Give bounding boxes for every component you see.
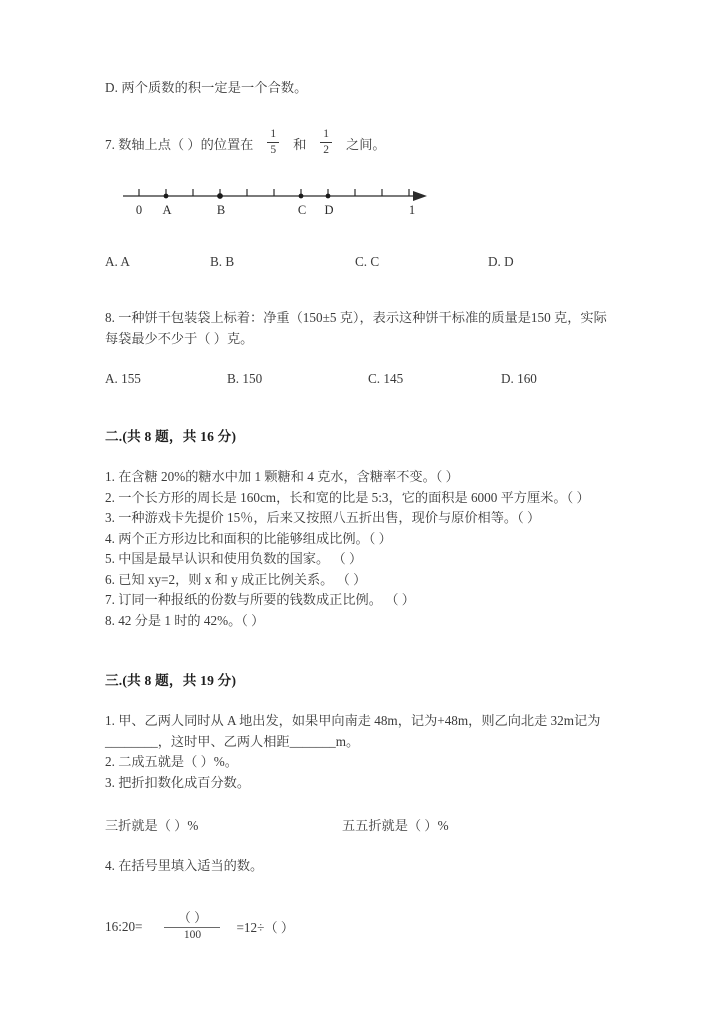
q6-option-d: D. 两个质数的积一定是一个合数。 [105,80,308,95]
section-2-heading: 二.(共 8 题，共 16 分) [105,429,237,444]
spacer [105,631,617,669]
q8-option-b[interactable]: B. 150 [227,371,263,386]
fraction-numerator: 1 [320,128,332,142]
q7-options-row [105,254,617,270]
number-line-svg [117,180,437,230]
section-2-item-7: 7. 订同一种报纸的份数与所要的钱数成正比例。 （ ） [105,592,415,607]
q7-option-a[interactable]: A. A [105,254,130,269]
spacer [105,834,617,856]
axis-labels [136,203,415,217]
spacer [105,158,617,180]
point-a-dot [164,194,169,199]
q8-stem: 8. 一种饼干包装袋上标着：净重（150±5 克），表示这种饼干标准的质量是150 克，实际每袋最少不少于（ ）克。 [105,310,607,346]
equation-left: 16:20= [105,918,143,934]
spacer [105,98,617,128]
section-2-item-4: 4. 两个正方形边比和面积的比能够组成比例。（ ） [105,530,392,546]
q7-stem-after: 之间。 [346,136,386,152]
section-2-item-5: 5. 中国是最早认识和使用负数的国家。 （ ） [105,551,363,566]
point-d-dot [326,194,331,199]
spacer [105,445,617,467]
worksheet-content [105,78,617,947]
section-3-item-2: 2. 二成五就是（ ）%。 [105,754,238,769]
section-2-item-3: 3. 一种游戏卡先提价 15％，后来又按照八五折出售，现价与原价相等。（ ） [105,510,541,525]
axis-arrow-icon [413,191,427,201]
spacer [105,793,617,815]
section-3-item-1: 1. 甲、乙两人同时从 A 地出发，如果甲向南走 48m，记为+48m，则乙向北走 32m记为________，这时甲、乙两人相距_______m。 [105,713,601,749]
fraction-denominator: 5 [270,143,277,156]
label-1: 1 [408,203,416,217]
q7-stem-row [105,128,617,158]
spacer [105,232,617,254]
equation-fraction [164,911,220,941]
equation-fraction-denominator: 100 [183,928,202,941]
q7-option-b[interactable]: B. B [210,254,235,269]
discount-fifty-five: 五五折就是（ ）% [342,818,449,833]
section-2-item-6: 6. 已知 xy=2，则 x 和 y 成正比例关系。 （ ） [105,571,367,587]
q8-option-d[interactable]: D. 160 [501,371,537,386]
q8-option-c[interactable]: C. 145 [368,371,404,386]
q7-fraction-one-half [320,128,332,156]
label-0: 0 [135,203,143,217]
fraction-numerator: 1 [267,128,279,142]
label-a: A [162,203,172,217]
section-2-item-2: 2. 一个长方形的周长是 160cm，长和宽的比是 5:3，它的面积是 6000 平方厘米。（ ） [105,489,590,505]
equation-right: =12÷（ ） [236,920,295,935]
discount-three-tenths: 三折就是（ ）% [105,818,199,833]
q7-option-c[interactable]: C. C [355,254,380,269]
section-3-item-3: 3. 把折扣数化成百分数。 [105,774,251,790]
spacer [105,349,617,371]
q7-stem-before: 7. 数轴上点（ ）的位置在 [105,136,254,152]
fraction-denominator: 2 [323,143,330,156]
section-2-item-1: 1. 在含糖 20%的糖水中加 1 颗糖和 4 克水，含糖率不变。（ ） [105,469,459,484]
label-c: C [297,203,307,217]
spacer [105,689,617,711]
q8-option-a[interactable]: A. 155 [105,371,141,386]
point-b-dot [217,193,223,199]
ratio-equation-row [105,907,617,947]
spacer [105,877,617,907]
equation-fraction-numerator: （ ） [164,911,220,928]
tick-group [139,189,409,196]
q7-conjunction: 和 [293,136,307,152]
point-c-dot [299,194,304,199]
number-line-figure [117,180,617,232]
q7-fraction-one-fifth [267,128,279,156]
q8-options-row [105,371,617,387]
section-2-item-8: 8. 42 分是 1 时的 42%。（ ） [105,612,265,628]
q7-option-d[interactable]: D. D [488,254,514,269]
spacer [105,270,617,308]
section-3-discount-row [105,815,617,834]
label-d: D [324,203,334,217]
section-3-heading: 三.(共 8 题，共 19 分) [105,673,237,688]
section-2-items [105,467,617,631]
label-b: B [216,203,226,217]
spacer [105,387,617,425]
section-3-item-4: 4. 在括号里填入适当的数。 [105,858,264,873]
